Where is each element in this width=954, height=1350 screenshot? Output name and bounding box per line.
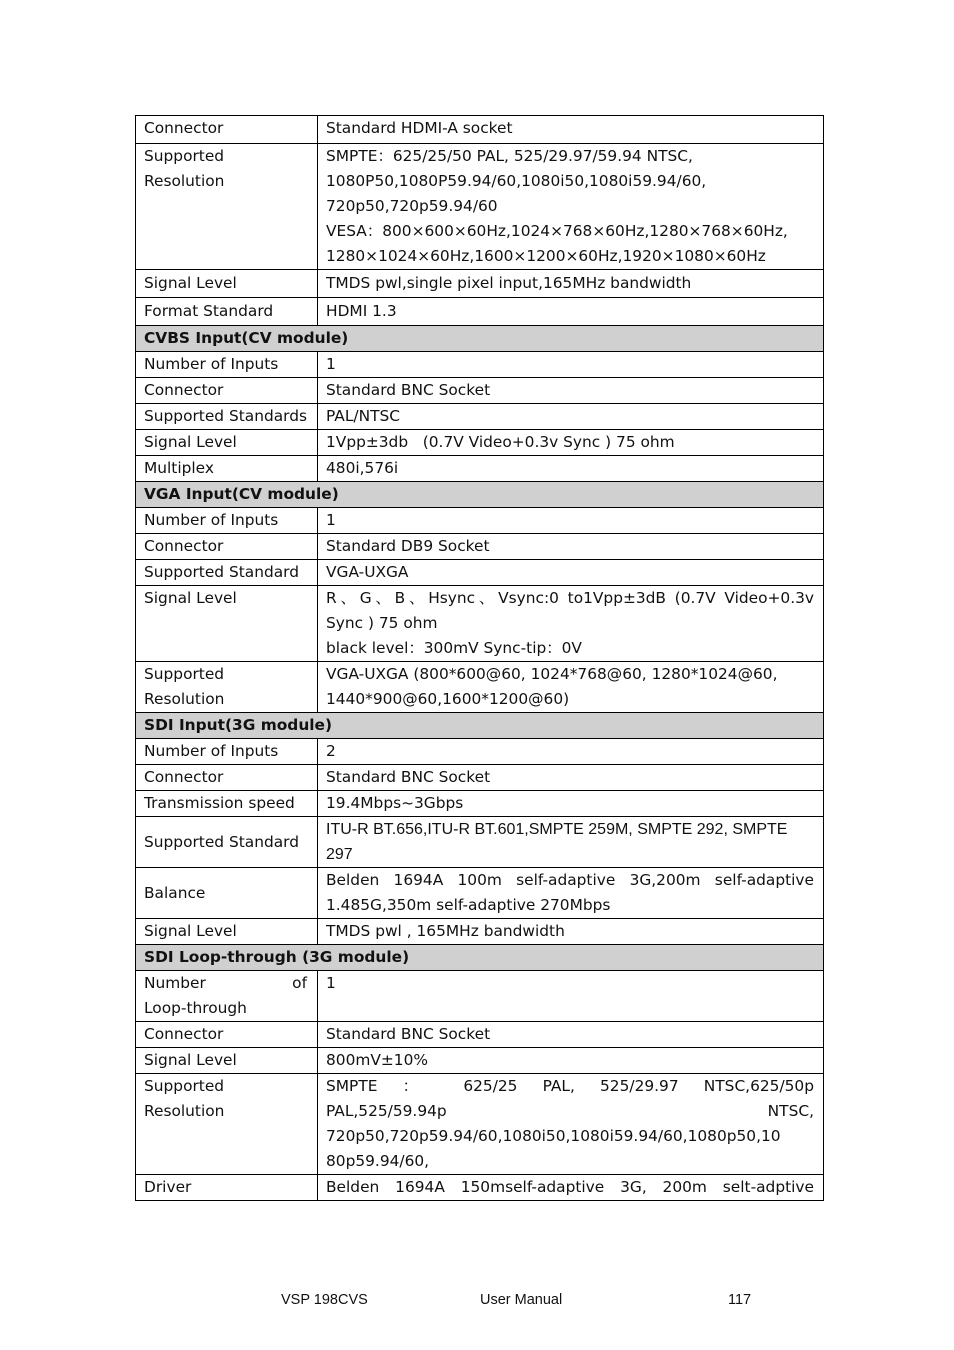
row-value: Standard BNC Socket [318, 765, 824, 791]
row-value: Standard BNC Socket [318, 1022, 824, 1048]
row-label: Driver [136, 1175, 318, 1201]
row-value [318, 817, 824, 868]
value-line: 720p50,720p59.94/60 [326, 197, 498, 215]
table-row [136, 404, 824, 430]
table-row [136, 144, 824, 270]
row-value: Standard HDMI-A socket [318, 116, 824, 144]
table-row [136, 868, 824, 919]
label-word: of [292, 974, 307, 992]
row-value [318, 586, 824, 662]
row-label: Connector [136, 1022, 318, 1048]
row-value: 1 [318, 971, 824, 1022]
row-value: Standard DB9 Socket [318, 534, 824, 560]
row-label: Signal Level [136, 430, 318, 456]
footer-doc-title: User Manual [480, 1292, 563, 1308]
value-line: SMPTE ： 625/25 PAL, 525/29.97 NTSC,625/50p [326, 1077, 814, 1095]
section-header [136, 326, 824, 352]
row-label: Connector [136, 534, 318, 560]
table-row [136, 739, 824, 765]
value-line: R、G、B、Hsync、Vsync:0 to1Vpp±3dB (0.7V Video+0.3v [326, 589, 814, 607]
table-row [136, 508, 824, 534]
row-label: Signal Level [136, 1048, 318, 1074]
section-title: SDI Loop-through (3G module) [136, 945, 824, 971]
row-label: Connector [136, 116, 318, 144]
row-label: Number of Inputs [136, 352, 318, 378]
row-value [318, 1175, 824, 1201]
value-line: VESA：800×600×60Hz,1024×768×60Hz,1280×768×60Hz, [326, 222, 788, 240]
row-value: HDMI 1.3 [318, 298, 824, 326]
table-row [136, 1048, 824, 1074]
row-value: 480i,576i [318, 456, 824, 482]
value-line: 720p50,720p59.94/60,1080i50,1080i59.94/60,1080p50,10 [326, 1127, 781, 1145]
value-line: 297 [326, 846, 353, 863]
row-label: Supported Standards [136, 404, 318, 430]
row-label: Connector [136, 765, 318, 791]
value-line: Sync ) 75 ohm [326, 614, 438, 632]
section-title: SDI Input(3G module) [136, 713, 824, 739]
section-header [136, 482, 824, 508]
row-label: Supported Resolution [136, 662, 318, 713]
row-label: Supported Standard [136, 560, 318, 586]
row-value: TMDS pwl,single pixel input,165MHz bandwidth [318, 270, 824, 298]
value-line: 1280×1024×60Hz,1600×1200×60Hz,1920×1080×60Hz [326, 247, 766, 265]
row-label: Supported Resolution [136, 144, 318, 270]
row-value [318, 662, 824, 713]
row-label: Number of Inputs [136, 739, 318, 765]
row-value: TMDS pwl , 165MHz bandwidth [318, 919, 824, 945]
footer-model: VSP 198CVS [281, 1292, 368, 1308]
value-line: Belden 1694A 100m self-adaptive 3G,200m self-adaptive [326, 871, 814, 889]
label-word: Number [144, 974, 206, 992]
value-line: 1080P50,1080P59.94/60,1080i50,1080i59.94/60, [326, 172, 707, 190]
table-row [136, 378, 824, 404]
row-label: Number of Inputs [136, 508, 318, 534]
table-row [136, 662, 824, 713]
row-label: Balance [136, 868, 318, 919]
section-title: CVBS Input(CV module) [136, 326, 824, 352]
row-value: 1 [318, 352, 824, 378]
table-row [136, 971, 824, 1022]
table-row [136, 456, 824, 482]
row-value [318, 144, 824, 270]
row-label: Signal Level [136, 586, 318, 662]
footer-page-number: 117 [728, 1292, 752, 1308]
table-row [136, 298, 824, 326]
table-row [136, 430, 824, 456]
row-label: Signal Level [136, 919, 318, 945]
row-label: Transmission speed [136, 791, 318, 817]
row-value: PAL/NTSC [318, 404, 824, 430]
label-line [144, 971, 307, 996]
row-value: 2 [318, 739, 824, 765]
table-row [136, 1022, 824, 1048]
row-value: Standard BNC Socket [318, 378, 824, 404]
section-header [136, 945, 824, 971]
table-row [136, 352, 824, 378]
row-value: 800mV±10% [318, 1048, 824, 1074]
table-row [136, 116, 824, 144]
value-line: ITU-R BT.656,ITU-R BT.601,SMPTE 259M, SMPTE 292, SMPTE [326, 821, 788, 838]
table-row [136, 270, 824, 298]
row-label: Signal Level [136, 270, 318, 298]
row-value [318, 868, 824, 919]
row-value: 1Vpp±3db (0.7V Video+0.3v Sync ) 75 ohm [318, 430, 824, 456]
table-row [136, 586, 824, 662]
row-label: Supported Resolution [136, 1074, 318, 1175]
row-value: VGA-UXGA [318, 560, 824, 586]
row-label: Supported Standard [136, 817, 318, 868]
value-line: PAL,525/59.94p NTSC, [326, 1102, 814, 1120]
section-header [136, 713, 824, 739]
row-value: 19.4Mbps~3Gbps [318, 791, 824, 817]
row-label: Multiplex [136, 456, 318, 482]
value-line: VGA-UXGA (800*600@60, 1024*768@60, 1280*1024@60, [326, 665, 778, 683]
table-row [136, 765, 824, 791]
table-row [136, 1074, 824, 1175]
row-label: Format Standard [136, 298, 318, 326]
row-label: Connector [136, 378, 318, 404]
value-line: 1440*900@60,1600*1200@60) [326, 690, 570, 708]
label-line: Loop-through [144, 999, 247, 1017]
section-title: VGA Input(CV module) [136, 482, 824, 508]
value-line: black level：300mV Sync-tip：0V [326, 639, 582, 657]
row-value [318, 1074, 824, 1175]
table-row [136, 817, 824, 868]
table-row [136, 560, 824, 586]
table-row [136, 791, 824, 817]
table-row [136, 1175, 824, 1201]
spec-table [135, 115, 824, 1201]
row-label [136, 971, 318, 1022]
value-line: SMPTE：625/25/50 PAL, 525/29.97/59.94 NTSC, [326, 147, 693, 165]
table-row [136, 919, 824, 945]
row-value: 1 [318, 508, 824, 534]
value-line: 80p59.94/60, [326, 1152, 430, 1170]
table-row [136, 534, 824, 560]
value-line: Belden 1694A 150mself-adaptive 3G, 200m selt-adptive [326, 1178, 814, 1196]
value-line: 1.485G,350m self-adaptive 270Mbps [326, 896, 611, 914]
